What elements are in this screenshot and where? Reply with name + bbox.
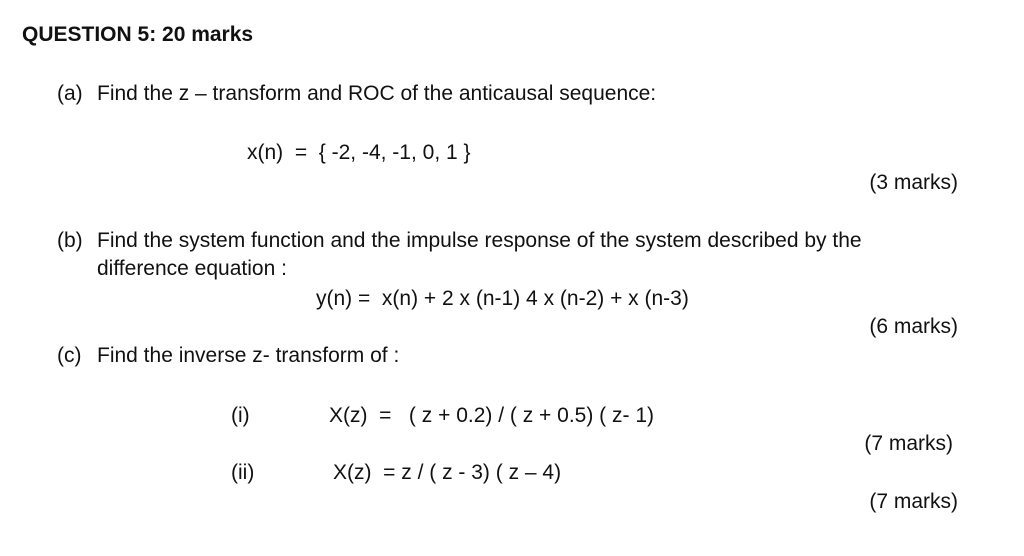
part-c-ii-marks: (7 marks): [869, 490, 958, 513]
part-c-i-label: (i): [231, 404, 250, 427]
part-c-i-equation: X(z) = ( z + 0.2) / ( z + 0.5) ( z- 1): [329, 404, 654, 427]
part-b-text-line2: difference equation :: [97, 257, 287, 280]
part-a-marks: (3 marks): [869, 171, 958, 194]
part-a-label: (a): [57, 82, 83, 105]
part-b-label: (b): [57, 229, 83, 252]
part-c-text: Find the inverse z- transform of :: [97, 344, 400, 367]
part-b-text-line1: Find the system function and the impulse response of the system described by the: [97, 229, 862, 252]
part-c-i-marks: (7 marks): [864, 432, 953, 455]
part-c-ii-equation: X(z) = z / ( z - 3) ( z – 4): [333, 461, 562, 484]
part-c-ii-label: (ii): [231, 461, 255, 484]
part-b-marks: (6 marks): [869, 315, 958, 338]
part-c-label: (c): [57, 344, 82, 367]
question-heading: QUESTION 5: 20 marks: [22, 23, 254, 46]
part-a-equation: x(n) = { -2, -4, -1, 0, 1 }: [247, 141, 471, 164]
part-b-equation: y(n) = x(n) + 2 x (n-1) 4 x (n-2) + x (n-3): [316, 287, 689, 310]
part-a-text: Find the z – transform and ROC of the anticausal sequence:: [97, 82, 657, 105]
